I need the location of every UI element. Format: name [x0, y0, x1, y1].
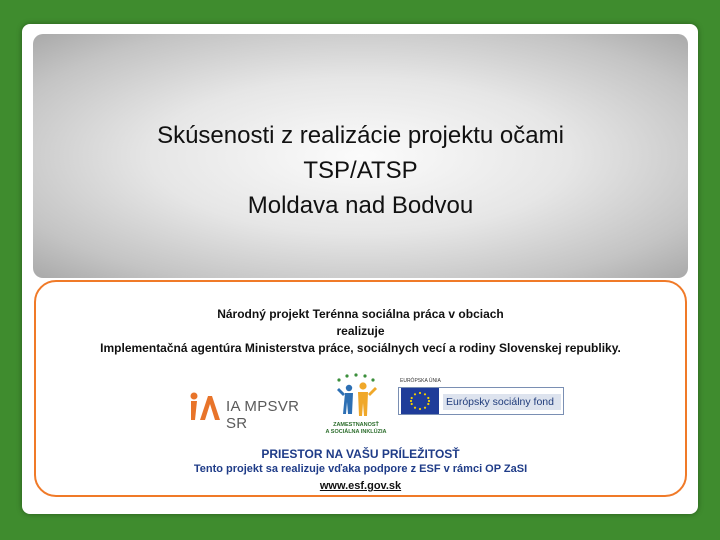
title-line-3: Moldava nad Bodvou: [247, 192, 474, 219]
eu-logo-frame: [398, 387, 564, 415]
logo-strip: [36, 370, 685, 442]
title-line-2: TSP/ATSP: [303, 157, 418, 184]
zamestnanost-label: [321, 422, 391, 436]
ia-mpsvr-logo: [186, 390, 316, 432]
project-line-3: Implementačná agentúra Ministerstva práce, sociálnych vecí a rodiny Slovenskej republiky.: [100, 341, 621, 355]
ia-emblem-icon: [186, 390, 222, 426]
content-panel: [34, 280, 687, 497]
eu-esf-logo: [398, 378, 564, 416]
project-line-1: Národný projekt Terénna sociálna práca v obciach: [217, 307, 504, 321]
slide-title: [33, 118, 688, 223]
people-stars-icon: [321, 372, 391, 422]
project-description: [36, 306, 685, 357]
title-line-1: Skúsenosti z realizácie projektu očami: [157, 122, 564, 149]
esf-name: Európsky sociálny fond: [443, 394, 561, 410]
slogan: PRIESTOR NA VAŠU PRÍLEŽITOSŤ: [261, 447, 460, 461]
zamestnanost-line-1: ZAMESTNANOSŤ: [333, 422, 379, 428]
title-panel: [33, 34, 688, 278]
support-note: Tento projekt sa realizuje vďaka podpore z ESF v rámci OP ZaSI: [193, 463, 528, 475]
zamestnanost-logo: [321, 372, 391, 442]
zamestnanost-line-2: A SOCIÁLNA INKLÚZIA: [325, 429, 387, 435]
ia-mpsvr-name: IA MPSVR SR: [226, 398, 300, 432]
eu-flag-icon: [401, 388, 439, 414]
esf-link[interactable]: www.esf.gov.sk: [319, 480, 402, 492]
project-line-2: realizuje: [336, 324, 385, 338]
eu-label: EURÓPSKA ÚNIA: [400, 378, 441, 384]
